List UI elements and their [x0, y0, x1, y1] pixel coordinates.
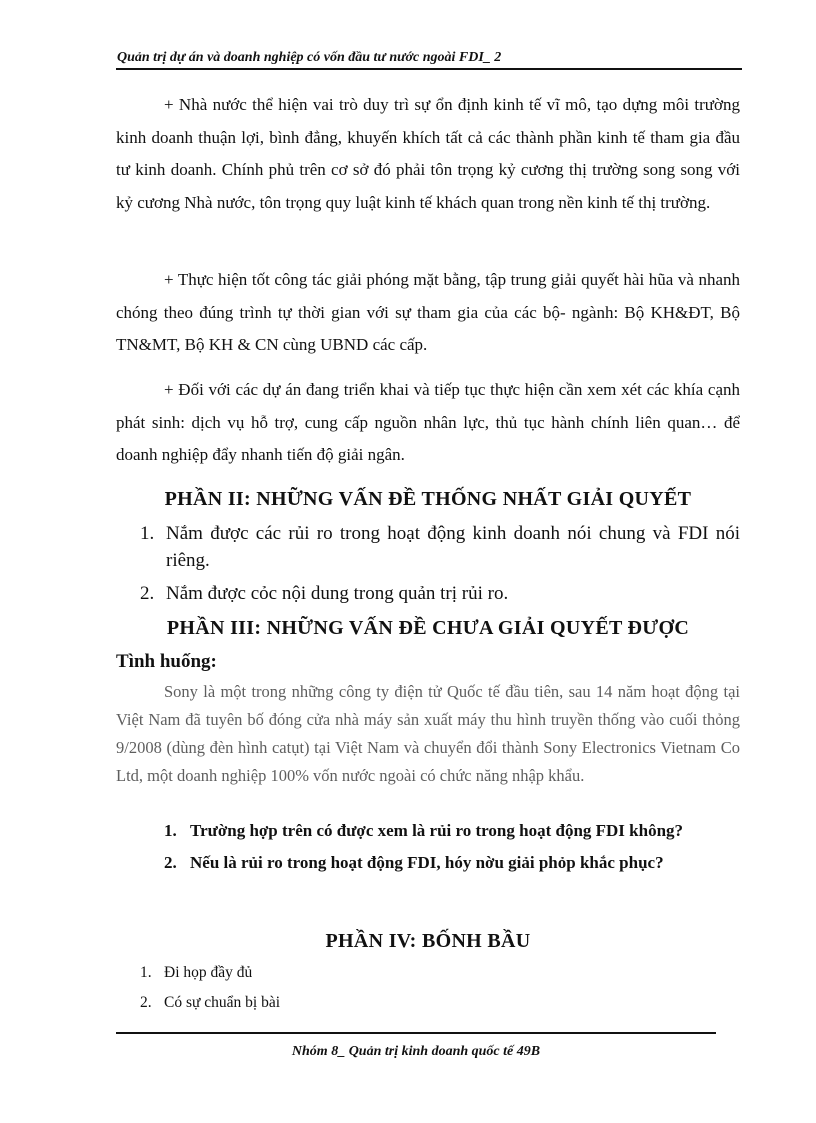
- question-item: [116, 850, 740, 876]
- list-text: Nắm được các rủi ro trong hoạt động kinh doanh nói chung và FDI nói riêng.: [166, 523, 740, 571]
- list-item: [116, 520, 740, 574]
- part3-heading: PHẦN III: NHỮNG VẤN ĐỀ CHƯA GIẢI QUYẾT ĐƯỢC: [166, 617, 690, 639]
- paragraph-text: + Thực hiện tốt công tác giải phóng mặt bằng, tập trung giải quyết hài hũa và nhanh chóng theo đúng trình tự thời gian với sự tham gia của các bộ- ngành: Bộ KH&ĐT, Bộ TN&MT, Bộ KH & CN cùng UBND các cấp.: [116, 270, 740, 354]
- header-divider: [116, 68, 742, 70]
- list-number: 2.: [140, 994, 152, 1011]
- footer-divider: [116, 1032, 716, 1034]
- list-item: [116, 580, 740, 607]
- part4-heading: PHẦN IV: BỐNH BẦU: [325, 930, 531, 952]
- list-number: 1.: [140, 964, 152, 981]
- question-number: 2.: [164, 853, 177, 872]
- list-text: Đi họp đầy đủ: [164, 964, 253, 981]
- case-body: [116, 678, 740, 790]
- list-item: [116, 958, 740, 988]
- question-text: Nếu là rủi ro trong hoạt động FDI, hóy nờu giải phỏp khắc phục?: [190, 853, 664, 872]
- paragraph-land-clearance: [116, 264, 740, 362]
- paragraph-text: + Đối với các dự án đang triển khai và tiếp tục thực hiện cần xem xét các khía cạnh phát sinh: dịch vụ hỗ trợ, cung cấp nguồn nhân lực, thủ tục hành chính liên quan… để doanh nghiệp đẩy nhanh tiến độ giải ngân.: [116, 380, 740, 464]
- case-text: Sony là một trong những công ty điện tử Quốc tế đầu tiên, sau 14 năm hoạt động tại Việt Nam đã tuyên bố đóng cửa nhà máy sản xuất máy thu hình truyền thống vào cuối thỏng 9/2008 (dùng đèn hình catụt) tại Việt Nam và chuyển đổi thành Sony Electronics Vietnam Co Ltd, một doanh nghiệp 100% vốn nước ngoài có chức năng nhập khẩu.: [116, 682, 740, 785]
- question-text: Trường hợp trên có được xem là rủi ro trong hoạt động FDI không?: [190, 821, 684, 840]
- case-questions: [116, 818, 740, 876]
- question-item: [116, 818, 740, 844]
- list-text: Có sự chuẩn bị bài: [164, 994, 281, 1011]
- list-number: 2.: [140, 583, 155, 604]
- case-title: Tình huống:: [116, 651, 217, 672]
- part2-heading: PHẦN II: NHỮNG VẤN ĐỀ THỐNG NHẤT GIẢI QUYẾT: [164, 488, 692, 510]
- part4-list: [116, 958, 740, 1018]
- page-footer: Nhóm 8_ Quản trị kinh doanh quốc tế 49B: [291, 1044, 541, 1059]
- question-number: 1.: [164, 821, 177, 840]
- part2-list: [116, 520, 740, 607]
- page-header-title: Quản trị dự án và doanh nghiệp có vốn đầu tư nước ngoài FDI_ 2: [117, 50, 502, 65]
- paragraph-text: + Nhà nước thể hiện vai trò duy trì sự ổn định kinh tế vĩ mô, tạo dựng môi trường kinh doanh thuận lợi, bình đẳng, khuyến khích tất cả các thành phần kinh tế tham gia đầu tư kinh doanh. Chính phủ trên cơ sở đó phải tôn trọng kỷ cương thị trường song song với kỷ cương Nhà nước, tôn trọng quy luật kinh tế khách quan trong nền kinh tế thị trường.: [116, 95, 740, 212]
- paragraph-ongoing-projects: [116, 374, 740, 472]
- list-text: Nắm được cỏc nội dung trong quản trị rủi ro.: [166, 583, 509, 604]
- list-item: [116, 988, 740, 1018]
- list-number: 1.: [140, 523, 155, 544]
- paragraph-state-role: [116, 89, 740, 219]
